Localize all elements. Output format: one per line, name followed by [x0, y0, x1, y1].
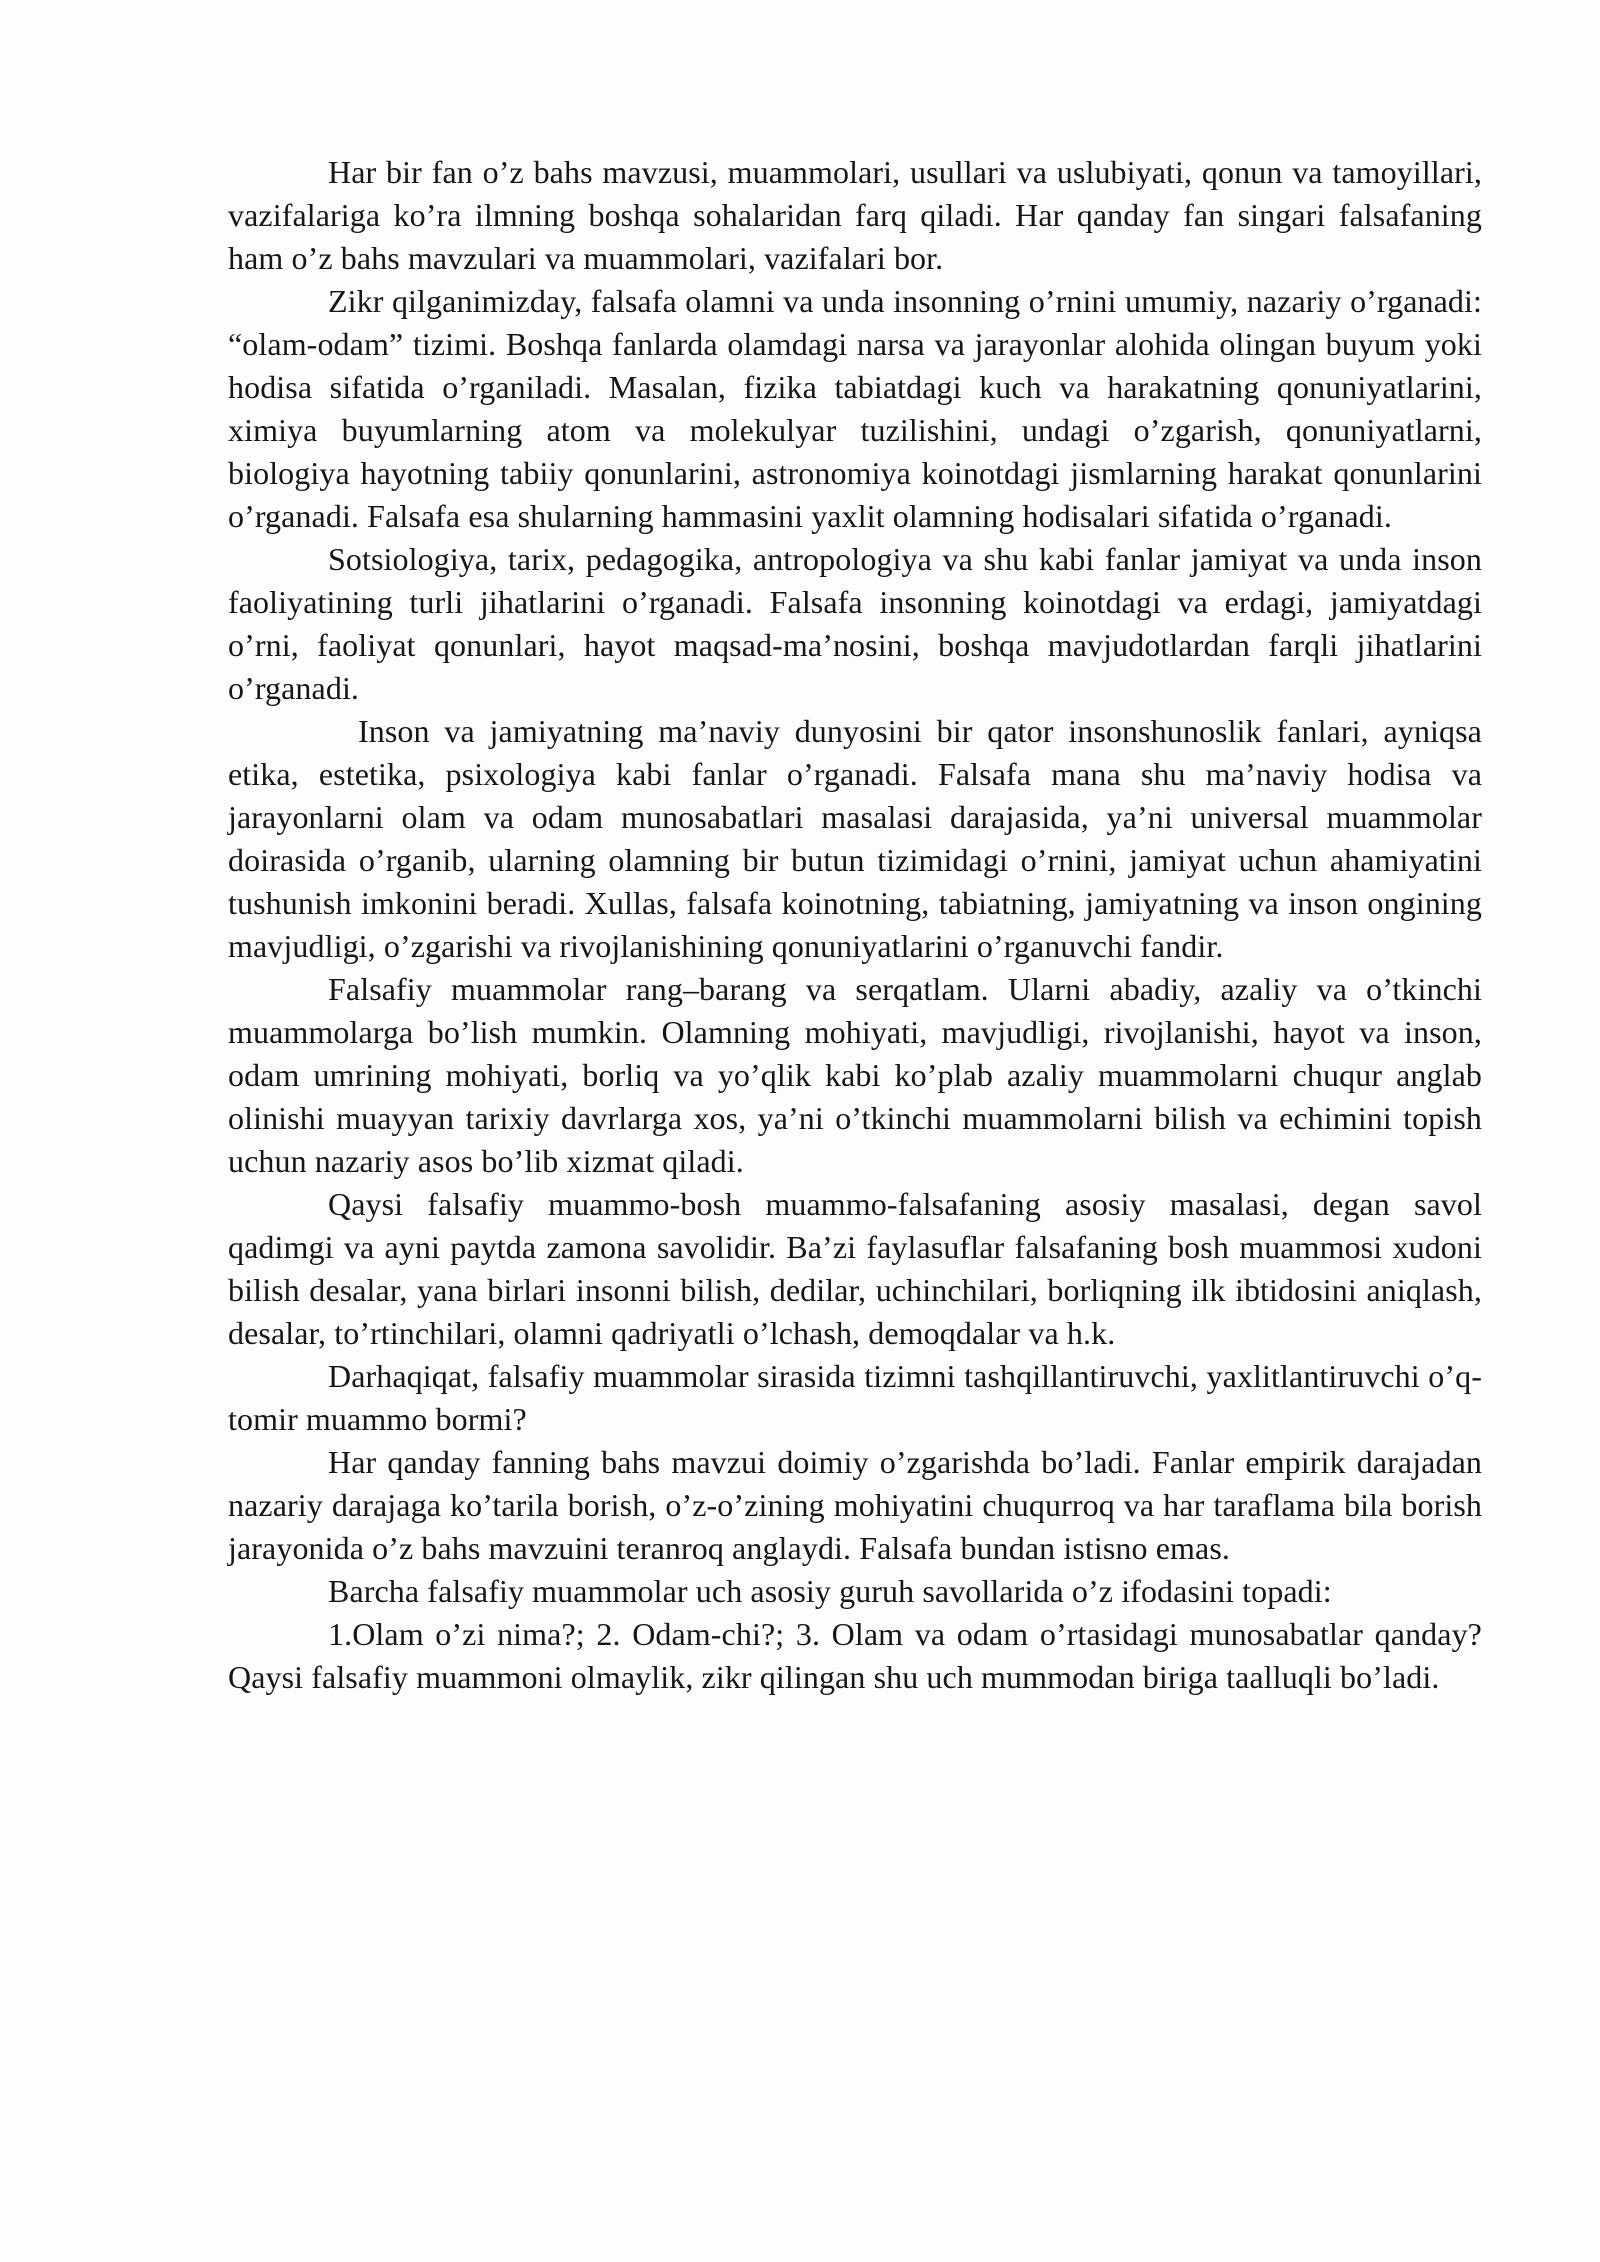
paragraph: Sotsiologiya, tarix, pedagogika, antropologiya va shu kabi fanlar jamiyat va unda inson faoliyatining turli jihatlarini o’rganadi. Falsafa insonning koinotdagi va erdagi, jamiyatdagi o’rni, faoliyat qonunlari, hayot maqsad-ma’nosini, boshqa mavjudotlardan farqli jihatlarini o’rganadi.	[228, 541, 1482, 706]
paragraph: Har bir fan o’z bahs mavzusi, muammolari, usullari va uslubiyati, qonun va tamoyillari, vazifalariga ko’ra ilmning boshqa sohalaridan farq qiladi. Har qanday fan singari falsafaning ham o’z bahs mavzulari va muammolari, vazifalari bor.	[228, 154, 1482, 276]
paragraph: Har qanday fanning bahs mavzui doimiy o’zgarishda bo’ladi. Fanlar empirik darajadan nazariy darajaga ko’tarila borish, o’z-o’zining mohiyatini chuqurroq va har taraflama bila borish jarayonida o’z bahs mavzuini teranroq anglaydi. Falsafa bundan istisno emas.	[228, 1444, 1482, 1566]
paragraph: 1.Olam o’zi nima?; 2. Odam-chi?; 3. Olam va odam o’rtasidagi munosabatlar qanday? Qaysi falsafiy muammoni olmaylik, zikr qilingan shu uch mummodan biriga taalluqli bo’ladi.	[228, 1616, 1482, 1695]
paragraph: Zikr qilganimizday, falsafa olamni va unda insonning o’rnini umumiy, nazariy o’rganadi: “olam-odam” tizimi. Boshqa fanlarda olamdagi narsa va jarayonlar alohida olingan buyum yoki hodisa sifatida o’rganiladi. Masalan, fizika tabiatdagi kuch va harakatning qonuniyatlarini, ximiya buyumlarning atom va molekulyar tuzilishini, undagi o’zgarish, qonuniyatlarni, biologiya hayotning tabiiy qonunlarini, astronomiya koinotdagi jismlarning harakat qonunlarini o’rganadi. Falsafa esa shularning hammasini yaxlit olamning hodisalari sifatida o’rganadi.	[228, 283, 1482, 534]
paragraph: Falsafiy muammolar rang–barang va serqatlam. Ularni abadiy, azaliy va o’tkinchi muammolarga bo’lish mumkin. Olamning mohiyati, mavjudligi, rivojlanishi, hayot va inson, odam umrining mohiyati, borliq va yo’qlik kabi ko’plab azaliy muammolarni chuqur anglab olinishi muayyan tarixiy davrlarga xos, ya’ni o’tkinchi muammolarni bilish va echimini topish uchun nazariy asos bo’lib xizmat qiladi.	[228, 971, 1482, 1179]
paragraph: Qaysi falsafiy muammo-bosh muammo-falsafaning asosiy masalasi, degan savol qadimgi va ayni paytda zamona savolidir. Ba’zi faylasuflar falsafaning bosh muammosi xudoni bilish desalar, yana birlari insonni bilish, dedilar, uchinchilari, borliqning ilk ibtidosini aniqlash, desalar, to’rtinchilari, olamni qadriyatli o’lchash, demoqdalar va h.k.	[228, 1186, 1482, 1351]
paragraph: Inson va jamiyatning ma’naviy dunyosini bir qator insonshunoslik fanlari, ayniqsa etika, estetika, psixologiya kabi fanlar o’rganadi. Falsafa mana shu ma’naviy hodisa va jarayonlarni olam va odam munosabatlari masalasi darajasida, ya’ni universal muammolar doirasida o’rganib, ularning olamning bir butun tizimidagi o’rnini, jamiyat uchun ahamiyatini tushunish imkonini beradi. Xullas, falsafa koinotning, tabiatning, jamiyatning va inson ongining mavjudligi, o’zgarishi va rivojlanishining qonuniyatlarini o’rganuvchi fandir.	[228, 713, 1482, 964]
paragraph: Barcha falsafiy muammolar uch asosiy guruh savollarida o’z ifodasini topadi:	[328, 1573, 1332, 1609]
paragraph: Darhaqiqat, falsafiy muammolar sirasida tizimni tashqillantiruvchi, yaxlitlantiruvchi o’q-tomir muammo bormi?	[228, 1358, 1482, 1437]
